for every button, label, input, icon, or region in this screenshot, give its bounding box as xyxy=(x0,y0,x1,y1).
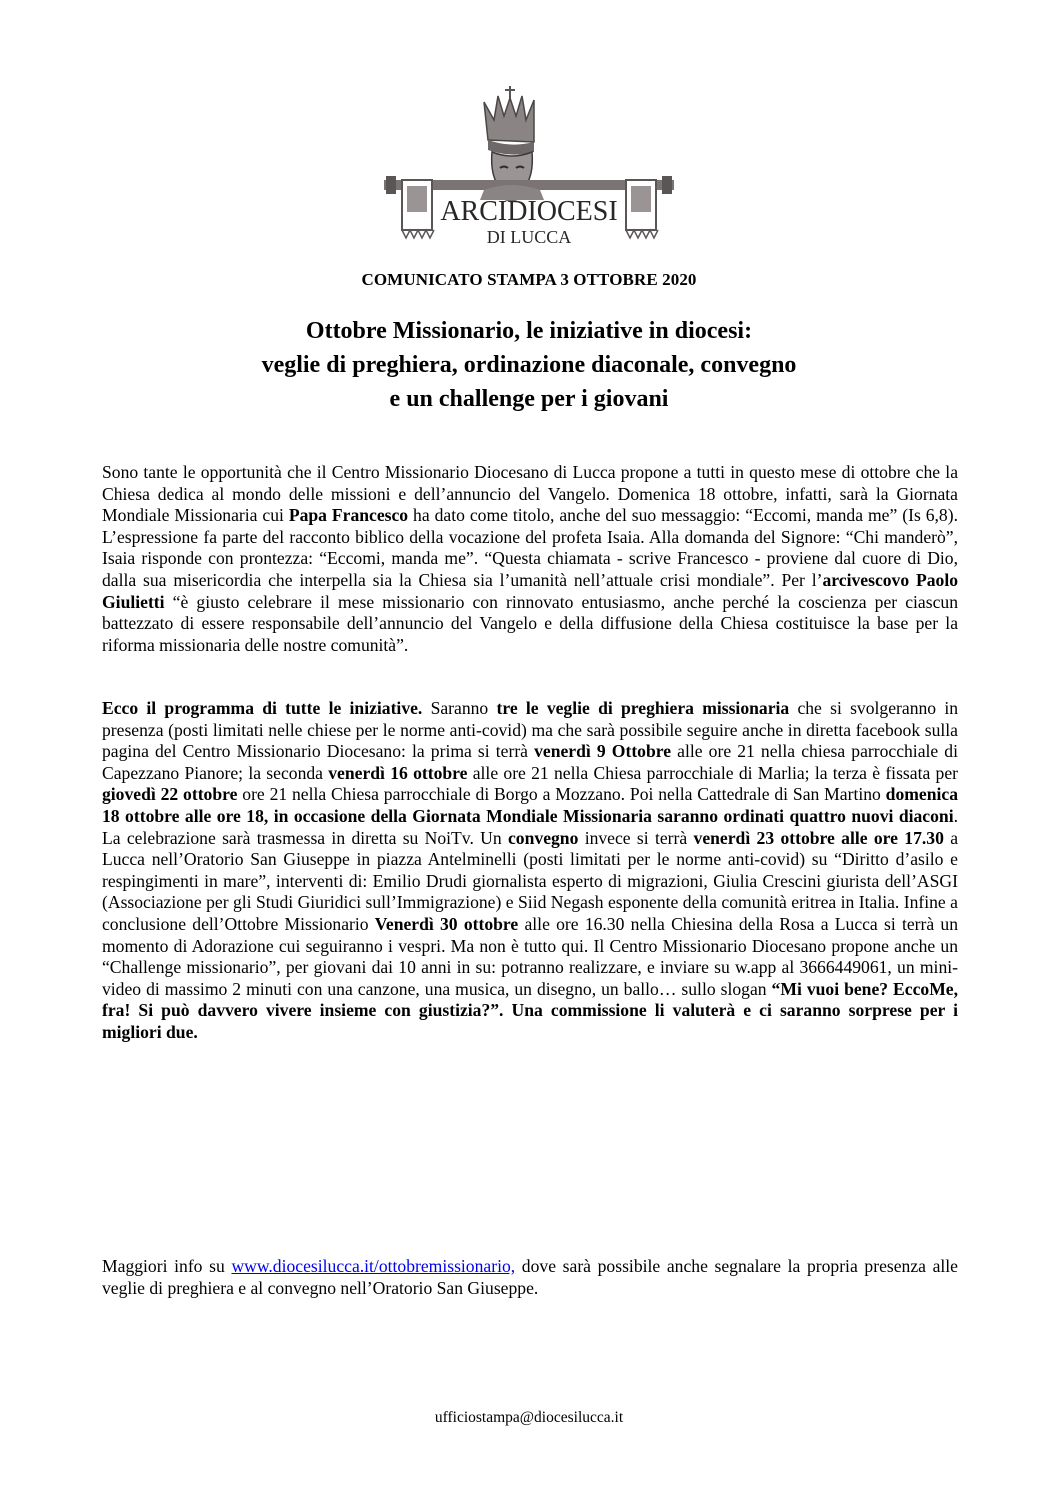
title-line-2: veglie di preghiera, ordinazione diaconale, convegno xyxy=(261,352,797,378)
paragraph-intro xyxy=(102,462,958,656)
bold-text: domenica 18 ottobre alle ore 18, in occasione della Giornata Mondiale Missionaria saranno ordinati quattro nuovi diaconi xyxy=(102,784,958,826)
text-span: ha dato come titolo, anche del suo messaggio: “Eccomi, manda me” (Is 6,8). L’espressione fa parte del racconto biblico della vocazione del profeta Isaia. Alla domanda del Signore: “Chi manderò”, Isaia risponde con prontezza: “Eccomi, manda me”. “Questa chiamata - scrive Francesco - proviene dal cuore di Dio, dalla sua misericordia che interpella sia la Chiesa sia l’umanità nell’attuale crisi mondiale”. Per l’ xyxy=(102,505,958,590)
arcidiocesi-logo xyxy=(384,68,674,248)
bold-text: convegno xyxy=(508,827,579,848)
paragraph-program xyxy=(102,698,958,1044)
text-span: alle ore 21 nella chiesa parrocchiale di Capezzano Pianore; la seconda xyxy=(102,741,958,783)
bold-date: venerdì 16 ottobre xyxy=(328,762,468,783)
paragraph-more-info xyxy=(102,1256,958,1299)
text-span: ore 21 nella Chiesa parrocchiale di Borgo a Mozzano. Poi nella Cattedrale di San Martino xyxy=(237,784,886,805)
bold-pope-francesco: Papa Francesco xyxy=(288,505,409,526)
title-line-1: Ottobre Missionario, le iniziative in diocesi: xyxy=(305,318,753,344)
bold-slogan: “Mi vuoi bene? EccoMe, fra! Si può davvero vivere insieme con giustizia?”. Una commissione li valuterà e ci saranno sorprese per i migliori due. xyxy=(102,978,959,1042)
bishop-portrait-crest-icon xyxy=(384,68,674,248)
text-span: Saranno xyxy=(422,698,497,718)
bold-date: venerdì 9 Ottobre xyxy=(534,741,672,762)
text-span: Maggiori info su xyxy=(102,1256,232,1276)
text-span: a Lucca nell’Oratorio San Giuseppe in piazza Antelminelli (posti limitati per le norme anti-covid) su “Diritto d’asilo e respingimenti in mare”, interventi di: Emilio Drudi giornalista esperto di migrazioni, Giulia Crescini giurista dell’ASGI (Associazione per gli Studi Giuridici sull’Immigrazione) e Siid Negash esponente della comunità eritrea in Italia. Infine a conclusione dell’Ottobre Missionario xyxy=(102,827,959,934)
logo-line1: ARCIDIOCESI xyxy=(440,196,618,227)
text-span: . La celebrazione sarà trasmessa in diretta su NoiTv. Un xyxy=(102,805,958,848)
bold-date: venerdì 23 ottobre alle ore 17.30 xyxy=(693,827,944,848)
website-link[interactable]: www.diocesilucca.it/ottobremissionario, xyxy=(231,1256,516,1276)
text-span: dove sarà possibile anche segnalare la propria presenza alle veglie di preghiera e al convegno nell’Oratorio San Giuseppe. xyxy=(102,1256,958,1298)
bold-archbishop: arcivescovo Paolo Giulietti xyxy=(102,569,958,612)
logo-line2: DI LUCCA xyxy=(486,227,572,247)
bold-program-heading: Ecco il programma di tutte le iniziative. xyxy=(102,698,423,718)
text-span: alle ore 16.30 nella Chiesina della Rosa a Lucca si terrà un momento di Adorazione cui seguiranno i vespri. Ma non è tutto qui. Il Centro Missionario Diocesano propone anche un “Challenge missionario”, per giovani dai 10 anni in su: potranno realizzare, e inviare su w.app al 3666449061, un mini-video di massimo 2 minuti con una canzone, una musica, un disegno, un ballo… sullo slogan xyxy=(102,913,959,999)
bold-date: giovedì 22 ottobre xyxy=(102,784,238,805)
text-span: alle ore 21 nella Chiesa parrocchiale di Marlia; la terza è fissata per xyxy=(467,762,958,783)
text-span: invece si terrà xyxy=(578,827,694,848)
bold-text: tre le veglie di preghiera missionaria xyxy=(496,698,790,718)
press-release-heading: COMUNICATO STAMPA 3 OTTOBRE 2020 xyxy=(361,270,697,289)
bold-date: Venerdì 30 ottobre xyxy=(374,913,519,934)
text-span: che si svolgeranno in presenza (posti limitati nelle chiese per le norme anti-covid) ma che sarà possibile seguire anche in diretta facebook sulla pagina del Centro Missionario Diocesano: la prima si terrà xyxy=(102,698,959,762)
text-span: Sono tante le opportunità che il Centro Missionario Diocesano di Lucca propone a tutti in questo mese di ottobre che la Chiesa dedica al mondo delle missioni e dell’annuncio del Vangelo. Domenica 18 ottobre, infatti, sarà la Giornata Mondiale Missionaria cui xyxy=(102,462,958,526)
title-line-3: e un challenge per i giovani xyxy=(389,386,669,412)
document-title xyxy=(0,314,1058,416)
text-span: “è giusto celebrare il mese missionario con rinnovato entusiasmo, anche perché la coscienza per ciascun battezzato di essere responsabile dell’annuncio del Vangelo e della diffusione della Chiesa costituisce la base per la riforma missionaria delle nostre comunità”. xyxy=(102,591,958,655)
footer-email: ufficiostampa@diocesilucca.it xyxy=(434,1409,624,1426)
